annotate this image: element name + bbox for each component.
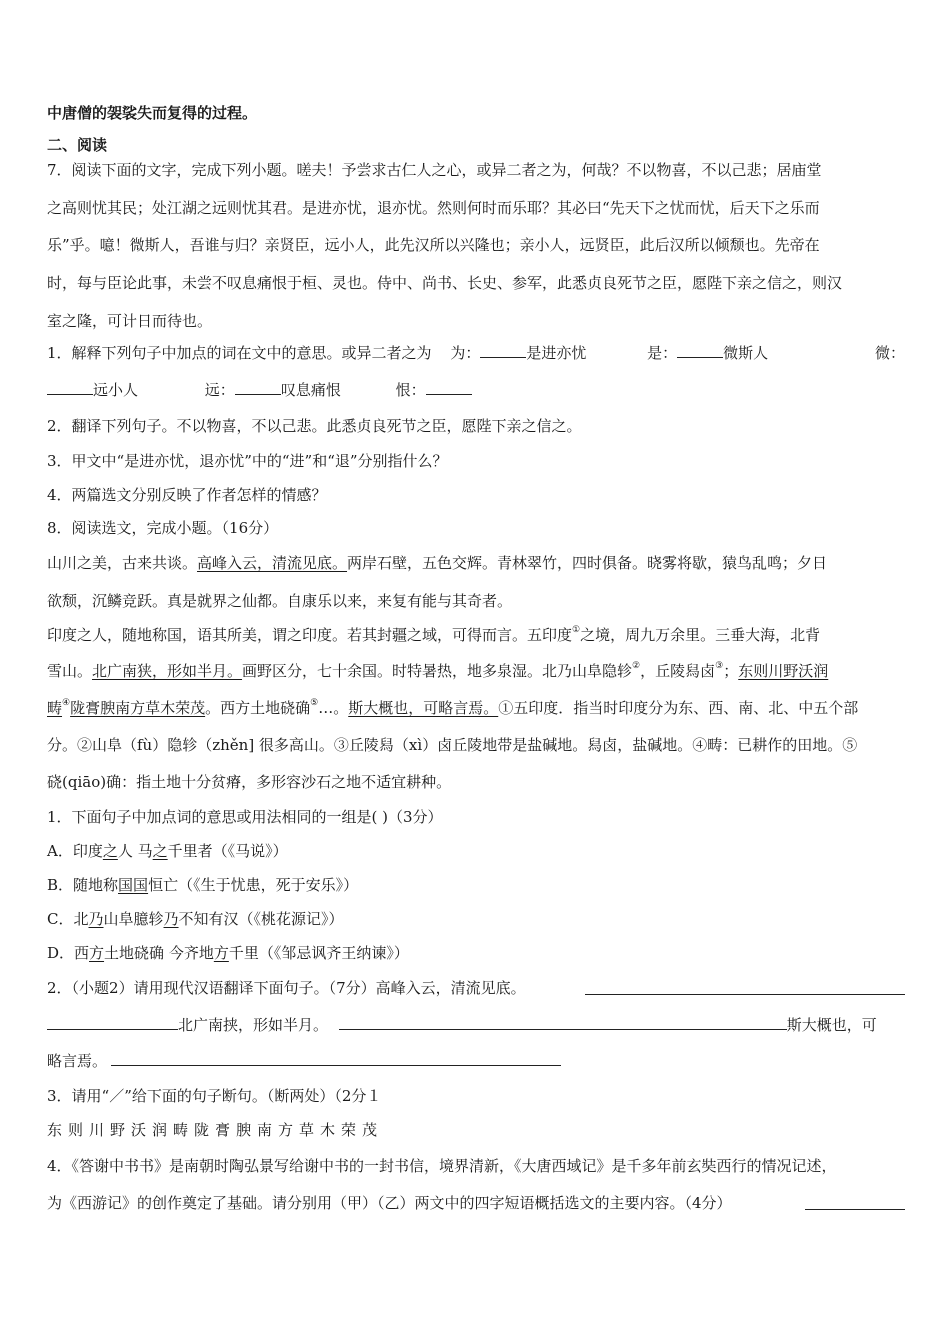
option-text: D．西 (47, 944, 90, 962)
footnote-text: ①五印度．指当时印度分为东、西、南、北、中五个部 (498, 699, 859, 717)
underlined-phrase: 东则川野沃润 (738, 662, 829, 680)
answer-blank[interactable] (47, 1015, 178, 1030)
dotted-word: 之 (102, 842, 118, 860)
q7-intro-line: 乐”乎。噫！微斯人，吾谁与归？亲贤臣，远小人，此先汉所以兴隆也；亲小人，远贤臣，此后汉所以倾颓也。先帝在 (47, 236, 820, 254)
underlined-phrase: 畴 (47, 699, 63, 717)
q8-sub2-stem: 2．（小题2）请用现代汉语翻译下面句子。（7分）高峰入云，清流见底。 (47, 979, 526, 997)
option-text: 山阜臆轸 (103, 910, 164, 928)
footnote-mark: ① (572, 625, 581, 635)
option-text: C．北 (47, 910, 89, 928)
term-label: 是： (647, 344, 678, 362)
carryover-text: 中唐僧的袈裟失而复得的过程。 (47, 104, 258, 122)
q7-sub1-stem: 1．解释下列句子中加点的词在文中的意思。或异二者之为 (47, 344, 432, 362)
q7-sub1-line2 (47, 380, 472, 400)
q8-sub3-stem: 3．请用“／”给下面的句子断句。（断两处）（2分１ (47, 1087, 382, 1105)
term-phrase: 远小人 (93, 381, 139, 399)
underlined-phrase: 斯大概也，可略言焉。 (348, 699, 499, 717)
option-text: A．印度 (47, 842, 103, 860)
answer-blank[interactable] (480, 343, 526, 358)
passage-b-line4: 分。②山阜（fù）隐轸（zhěn] 很多高山。③丘陵舄（xì）卤丘陵地带是盐碱地。舄卤，盐碱地。④畴：已耕作的田地。⑤ (47, 736, 858, 754)
q7-sub1-line1 (47, 343, 905, 363)
term-phrase: 叹息痛恨 (280, 381, 341, 399)
answer-blank[interactable] (426, 380, 472, 395)
passage-text: 山川之美，古来共谈。 (47, 554, 198, 572)
passage-b-line2 (47, 661, 828, 681)
footnote-mark: ③ (715, 661, 724, 671)
passage-b-line1 (47, 625, 820, 645)
passage-text: 之境，周九万余里。三垂大海，北背 (580, 626, 821, 644)
passage-text: 雪山。 (47, 662, 93, 680)
footnote-mark: ④ (62, 698, 71, 708)
passage-text: …。 (318, 699, 349, 717)
passage-a-line2: 欲颓，沉鳞竞跃。真是就界之仙都。自康乐以来，来复有能与其奇者。 (47, 592, 513, 610)
passage-text: 两岸石壁，五色交辉。青林翠竹，四时俱备。晓雾将歇，猿鸟乱鸣；夕日 (347, 554, 828, 572)
q8-sub2-line3 (47, 1051, 561, 1071)
q8-sub4-line2 (47, 1193, 905, 1213)
dotted-word: 方 (89, 944, 105, 962)
answer-blank[interactable] (47, 380, 93, 395)
term-phrase: 是进亦忧 (526, 344, 587, 362)
term-label: 远： (204, 381, 235, 399)
q8-sub2-line2 (47, 1015, 905, 1035)
q8-sub4-stem: 为《西游记》的创作奠定了基础。请分别用（甲）（乙）两文中的四字短语概括选文的主要内容。（4分） (47, 1194, 732, 1212)
q8-sub3-sentence: 东则川野沃润畴陇膏腴南方草木荣茂 (47, 1121, 384, 1139)
footnote-mark: ② (632, 661, 641, 671)
option-a[interactable] (47, 841, 288, 861)
option-b[interactable] (47, 875, 358, 895)
answer-blank[interactable] (235, 380, 281, 395)
answer-blank[interactable] (805, 1195, 905, 1210)
q8-intro: 8．阅读选文，完成小题。（16分） (47, 519, 279, 537)
q8-sub4-line1: 4．《答谢中书书》是南朝时陶弘景写给谢中书的一封书信，境界清新，《大唐西域记》是千多年前玄奘西行的情况记述， (47, 1157, 837, 1175)
dotted-word: 国 (118, 876, 134, 894)
underlined-phrase: 高峰入云，清流见底。 (197, 554, 348, 572)
term-label: 微： (874, 344, 905, 362)
option-text: 人 马 (117, 842, 153, 860)
answer-blank[interactable] (585, 980, 905, 995)
passage-text: ； (723, 662, 739, 680)
answer-blank[interactable] (339, 1015, 787, 1030)
q7-sub2: 2．翻译下列句子。不以物喜，不以己悲。此悉贞良死节之臣，愿陛下亲之信之。 (47, 417, 582, 435)
term-phrase: 微斯人 (723, 344, 769, 362)
passage-text: ，丘陵舄卤 (640, 662, 716, 680)
answer-blank[interactable] (677, 343, 723, 358)
option-text: 恒亡（《生于忧患，死于安乐》） (148, 876, 359, 894)
q7-sub4: 4．两篇选文分别反映了作者怎样的情感？ (47, 486, 327, 504)
dotted-word: 乃 (88, 910, 104, 928)
option-d[interactable] (47, 943, 409, 963)
q7-intro-line: 7．阅读下面的文字，完成下列小题。嗟夫！予尝求古仁人之心，或异二者之为，何哉？不以物喜，不以己悲；居庙堂 (47, 161, 822, 179)
dotted-word: 之 (152, 842, 168, 860)
q7-intro-line: 时，每与臣论此事，未尝不叹息痛恨于桓、灵也。侍中、尚书、长史、参军，此悉贞良死节之臣，愿陛下亲之信之，则汉 (47, 274, 843, 292)
dotted-word: 国 (133, 876, 149, 894)
passage-text: 。西方土地硗确 (205, 699, 311, 717)
translate-phrase: 略言焉。 (47, 1052, 108, 1070)
q7-intro-line: 室之隆，可计日而待也。 (47, 312, 213, 330)
passage-a-line1 (47, 553, 827, 573)
passage-text: 画野区分，七十余国。时特暑热，地多泉湿。北乃山阜隐轸 (242, 662, 633, 680)
q7-sub3: 3．甲文中“是进亦忧，退亦忧”中的“进”和“退”分别指什么？ (47, 452, 448, 470)
underlined-phrase: 陇膏腴南方草木荣茂 (70, 699, 206, 717)
section-heading: 二、阅读 (47, 136, 108, 154)
translate-phrase: 北广南挟，形如半月。 (178, 1016, 329, 1034)
option-text: 土地硗确 今齐地 (104, 944, 214, 962)
option-text: B．随地称 (47, 876, 119, 894)
dotted-word: 方 (213, 944, 229, 962)
passage-b-line3 (47, 698, 858, 718)
q8-sub1-stem: 1．下面句子中加点词的意思或用法相同的一组是( )（3分） (47, 808, 443, 826)
option-text: 不知有汉（《桃花源记》） (178, 910, 344, 928)
option-c[interactable] (47, 909, 344, 929)
underlined-phrase: 北广南狭，形如半月。 (92, 662, 243, 680)
option-text: 千里（《邹忌讽齐王纳谏》） (228, 944, 409, 962)
term-label: 恨： (395, 381, 426, 399)
q7-intro-line: 之高则忧其民；处江湖之远则忧其君。是进亦忧，退亦忧。然则何时而乐耶？其必曰“先天下之忧而忧，后天下之乐而 (47, 199, 820, 217)
passage-b-line5: 硗(qiāo)确：指土地十分贫瘠，多形容沙石之地不适宜耕种。 (47, 773, 452, 791)
term-label: 为： (450, 344, 481, 362)
q8-sub2-line1 (47, 978, 905, 998)
footnote-mark: ⑤ (310, 698, 319, 708)
option-text: 千里者（《马说》） (167, 842, 288, 860)
dotted-word: 乃 (163, 910, 179, 928)
passage-text: 印度之人，随地称国，语其所美，谓之印度。若其封疆之域，可得而言。五印度 (47, 626, 573, 644)
translate-phrase: 斯大概也，可 (786, 1016, 877, 1034)
answer-blank[interactable] (111, 1051, 561, 1066)
